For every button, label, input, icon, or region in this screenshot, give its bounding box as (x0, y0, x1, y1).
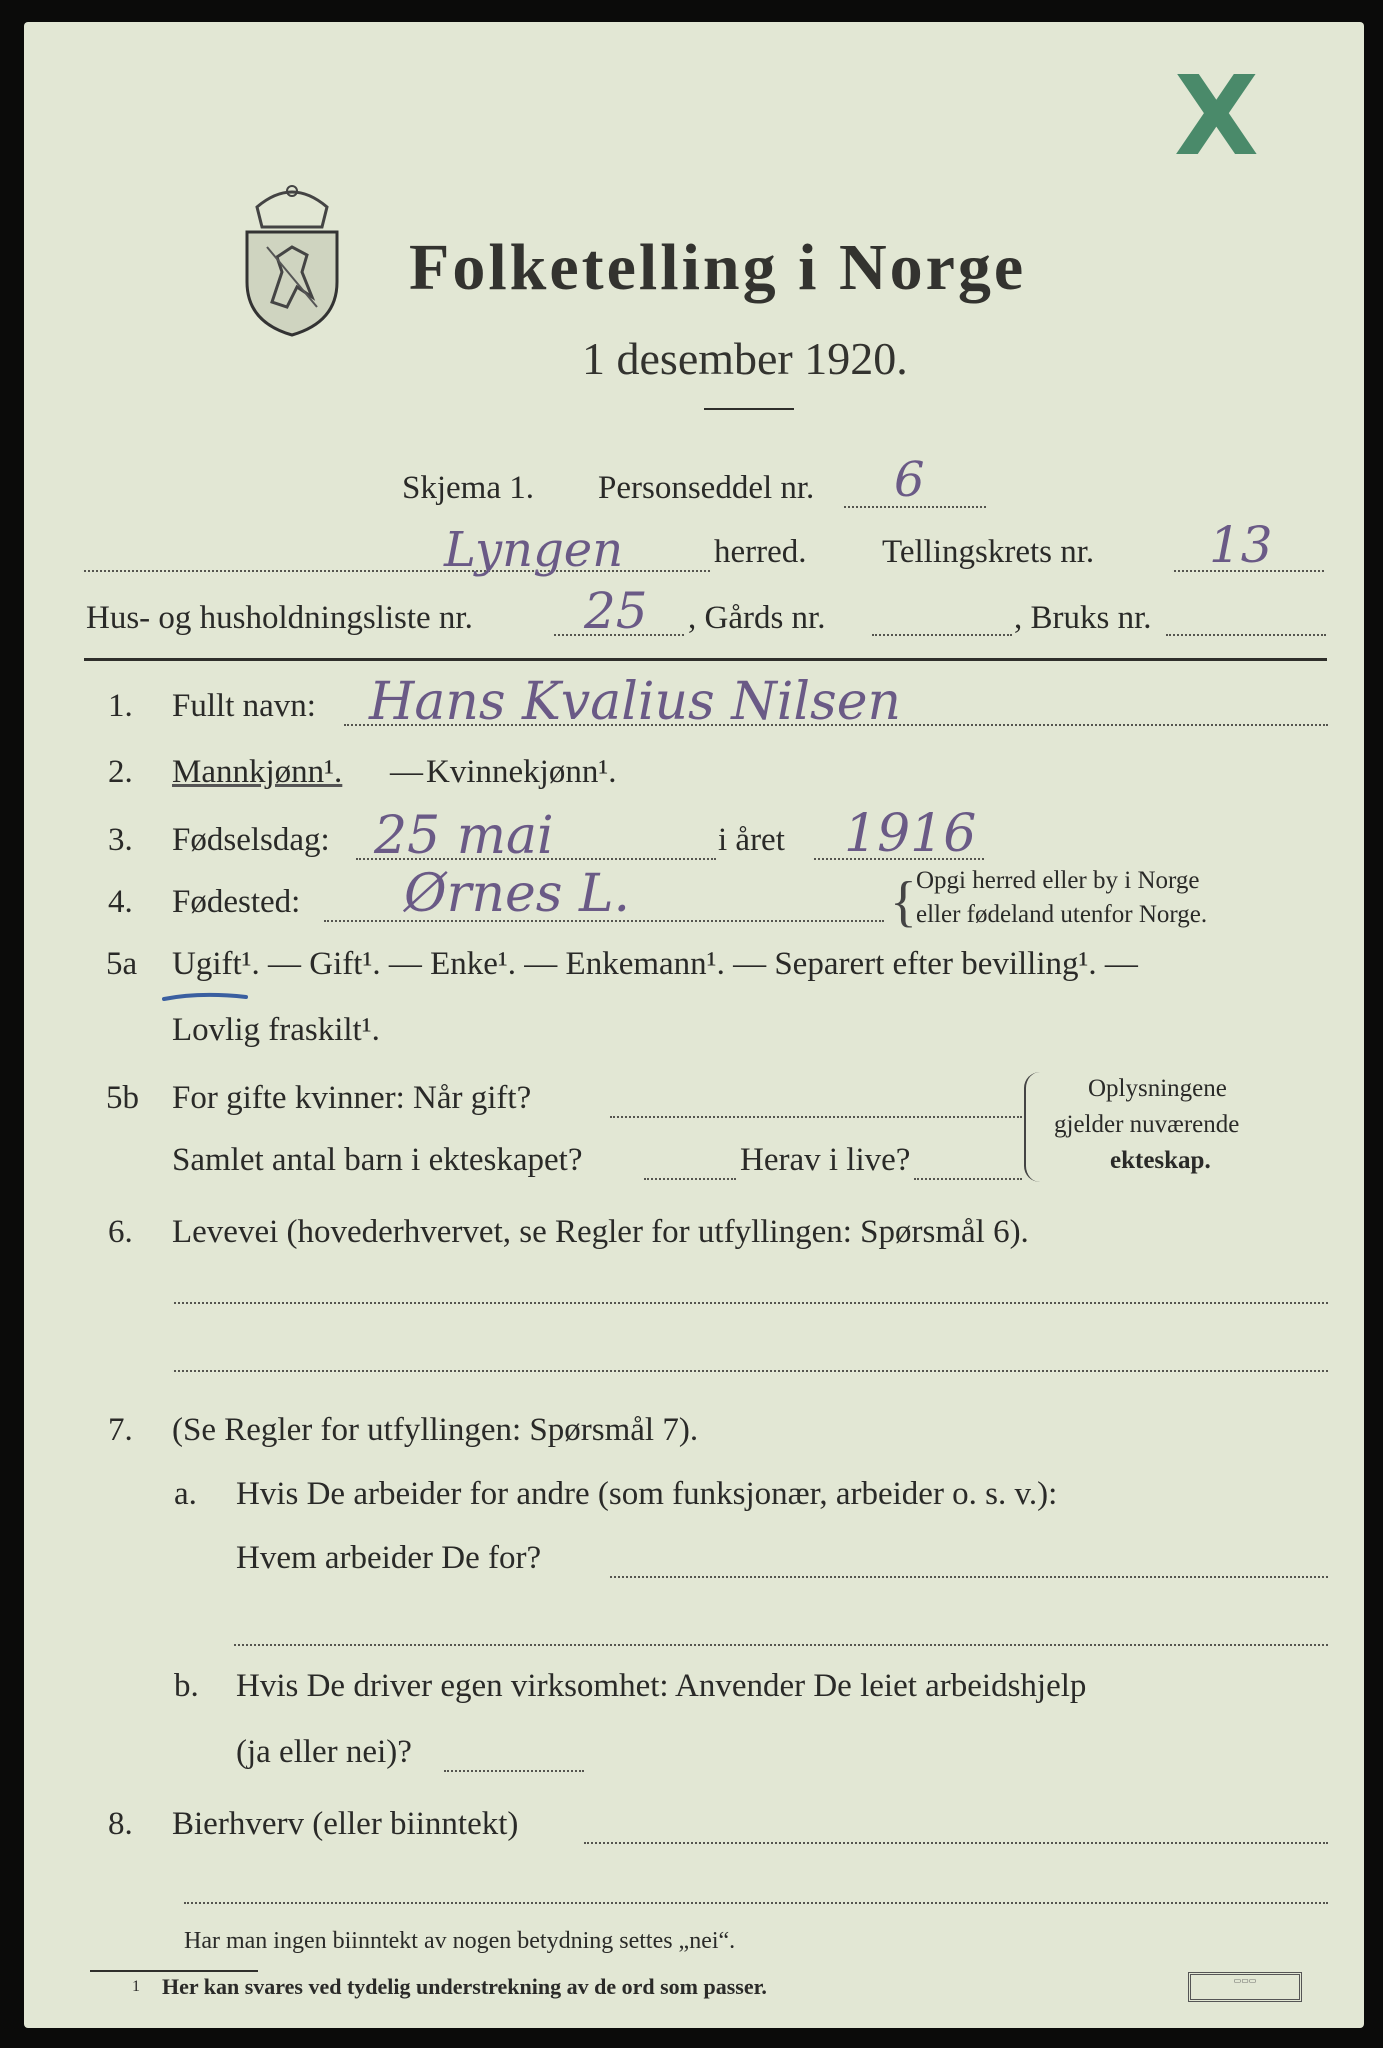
q5b-alive-line (914, 1178, 1022, 1180)
biinntekt-note: Har man ingen biinntekt av nogen betydning settes „nei“. (184, 1928, 736, 1954)
gaards-line (872, 634, 1012, 636)
census-form (24, 22, 1364, 2028)
q8-line-2 (184, 1902, 1328, 1904)
herred-label: herred. (714, 534, 807, 570)
q3-day-value: 25 mai (374, 806, 554, 866)
q5b-number: 5b (106, 1080, 139, 1116)
q8-label: Bierhverv (eller biinntekt) (172, 1806, 519, 1842)
q7a-line-2 (234, 1644, 1328, 1646)
q8-number: 8. (108, 1806, 133, 1842)
q1-value: Hans Kvalius Nilsen (369, 672, 901, 732)
q4-label: Fødested: (172, 884, 301, 920)
krets-label: Tellingskrets nr. (882, 534, 1095, 570)
herred-value: Lyngen (444, 522, 624, 578)
q3-number: 3. (108, 822, 133, 858)
q1-number: 1. (108, 688, 133, 724)
q6-number: 6. (108, 1214, 133, 1250)
q4-brace: { (890, 871, 917, 933)
q5b-note-line3: ekteskap. (1110, 1147, 1211, 1174)
form-title: Folketelling i Norge (409, 231, 1027, 304)
q2-number: 2. (108, 754, 133, 790)
q7b-line1: Hvis De driver egen virksomhet: Anvender De leiet arbeidshjelp (236, 1668, 1087, 1704)
printer-stamp-icon: ▭▭▭ (1188, 1972, 1302, 2002)
coat-of-arms-icon (237, 177, 347, 342)
header-rule (84, 658, 1327, 661)
q3-label: Fødselsdag: (172, 822, 330, 858)
q5b-note-line2: gjelder nuværende (1054, 1111, 1240, 1138)
q7a-line-1 (610, 1576, 1328, 1578)
q5b-bracket (1024, 1072, 1040, 1182)
footnote-text: Her kan svares ved tydelig understrekning av de ord som passer. (162, 1974, 767, 1999)
q5b-note-line1: Oplysningene (1088, 1075, 1227, 1102)
personseddel-label: Personseddel nr. (598, 470, 815, 506)
q7b-line2: (ja eller nei)? (236, 1734, 412, 1770)
q5b-married-label: For gifte kvinner: Når gift? (172, 1080, 532, 1116)
q1-label: Fullt navn: (172, 688, 316, 724)
q5a-options: Ugift¹. — Gift¹. — Enke¹. — Enkemann¹. — Separert efter bevilling¹. — (172, 946, 1138, 982)
footnote-rule (90, 1970, 258, 1972)
q5b-married-line (610, 1116, 1022, 1118)
q6-label: Levevei (hovederhvervet, se Regler for utfyllingen: Spørsmål 6). (172, 1214, 1029, 1250)
q2-male: Mannkjønn¹. (172, 754, 343, 790)
q5b-children-label: Samlet antal barn i ekteskapet? (172, 1142, 583, 1178)
q7b-answer-line (444, 1770, 584, 1772)
q7a-line2: Hvem arbeider De for? (236, 1540, 542, 1576)
q8-line-1 (584, 1842, 1328, 1844)
q7-label: (Se Regler for utfyllingen: Spørsmål 7). (172, 1412, 699, 1448)
q3-year-value: 1916 (844, 804, 977, 864)
ugift-underline-mark (160, 990, 250, 1009)
q4-note-line1: Opgi herred eller by i Norge (916, 867, 1200, 894)
title-divider (704, 408, 794, 410)
corner-x-mark (1174, 52, 1259, 180)
q5a-number: 5a (106, 946, 138, 982)
q2-female: Kvinnekjønn¹. (426, 754, 617, 790)
q6-line-2 (174, 1370, 1328, 1372)
q5b-alive-label: Herav i live? (740, 1142, 911, 1178)
census-date: 1 desember 1920. (582, 333, 908, 384)
husliste-label: Hus- og husholdningsliste nr. (86, 600, 473, 636)
q5a-options-cont: Lovlig fraskilt¹. (172, 1012, 380, 1048)
q4-value: Ørnes L. (404, 864, 631, 924)
q7a-line1: Hvis De arbeider for andre (som funksjonær, arbeider o. s. v.): (236, 1476, 1058, 1512)
schema-label: Skjema 1. (402, 470, 534, 506)
q6-line-1 (174, 1302, 1328, 1304)
q7-number: 7. (108, 1412, 133, 1448)
husliste-value: 25 (584, 582, 648, 640)
q3-year-label: i året (718, 822, 785, 858)
q5b-children-line (644, 1178, 736, 1180)
q2-dash: — (390, 754, 423, 790)
personseddel-value: 6 (894, 452, 925, 508)
krets-value: 13 (1209, 516, 1273, 574)
q7b-number: b. (174, 1668, 199, 1704)
gaards-label: , Gårds nr. (688, 600, 826, 636)
corner-x-text: X (1174, 52, 1259, 180)
bruks-label: , Bruks nr. (1014, 600, 1152, 636)
q4-note-line2: eller fødeland utenfor Norge. (916, 901, 1208, 928)
bruks-line (1166, 634, 1326, 636)
q7a-number: a. (174, 1476, 197, 1512)
q4-number: 4. (108, 884, 133, 920)
footnote-mark: 1 (132, 1978, 140, 1995)
